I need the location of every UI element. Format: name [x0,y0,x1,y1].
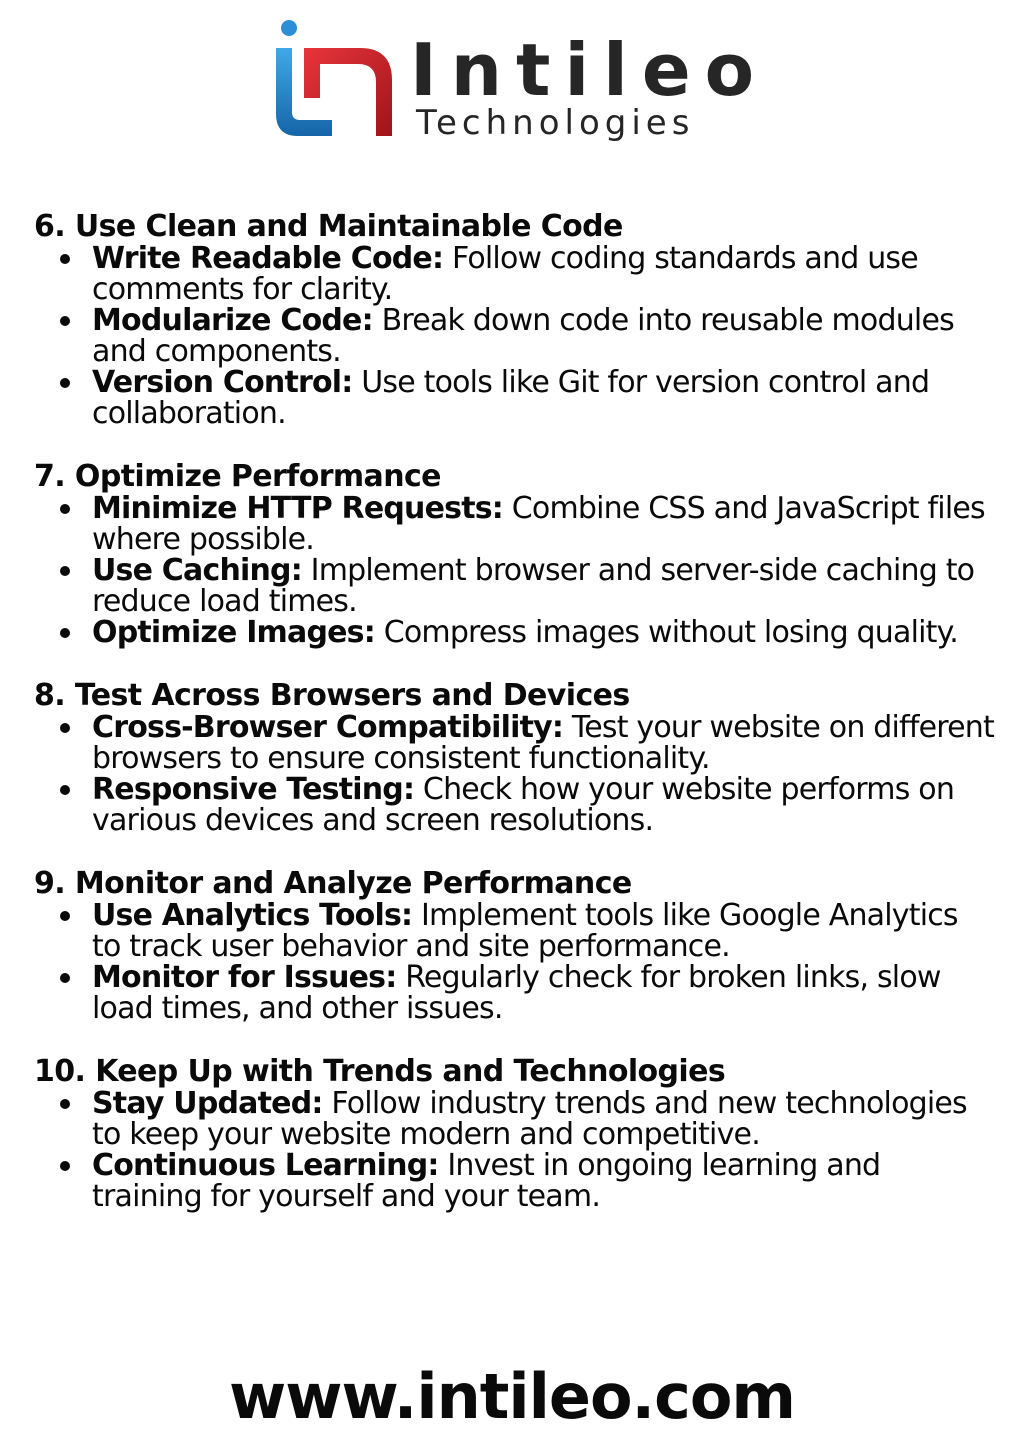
bullet-list [34,493,994,648]
list-item [34,367,994,429]
section-title: 8. Test Across Browsers and Devices [34,678,630,713]
bullet-icon [60,504,70,514]
list-item [34,962,994,1024]
section [34,210,994,429]
section [34,1055,994,1212]
item-lead: Modularize Code: [92,303,373,338]
website-url[interactable]: www.intileo.com [228,1360,796,1433]
item-lead: Write Readable Code: [92,241,444,276]
list-item [34,555,994,617]
item-text: Follow coding standards and use comments for clarity. [92,241,918,307]
bullet-list [34,900,994,1024]
bullet-icon [60,316,70,326]
item-text: Break down code into reusable modules and components. [92,303,954,369]
section-title: 10. Keep Up with Trends and Technologies [34,1054,726,1089]
item-text: Regularly check for broken links, slow load times, and other issues. [92,960,941,1026]
bullet-icon [60,911,70,921]
section-title: 6. Use Clean and Maintainable Code [34,209,623,244]
list-item [34,1150,994,1212]
list-item [34,493,994,555]
list-item [34,617,994,648]
bullet-icon [60,723,70,733]
item-lead: Responsive Testing: [92,772,415,807]
bullet-icon [60,973,70,983]
brand-logo [270,18,770,148]
list-item [34,900,994,962]
list-item [34,305,994,367]
bullet-icon [60,254,70,264]
brand-name: Intileo [410,28,769,112]
list-item [34,712,994,774]
bullet-list [34,1088,994,1212]
section-title: 7. Optimize Performance [34,459,441,494]
item-lead: Cross-Browser Compatibility: [92,710,564,745]
item-text: Implement tools like Google Analytics to track user behavior and site performance. [92,898,958,964]
bullet-icon [60,378,70,388]
content [34,210,994,1243]
item-text: Use tools like Git for version control and collaboration. [92,365,930,431]
bullet-icon [60,566,70,576]
item-lead: Monitor for Issues: [92,960,397,995]
item-lead: Use Analytics Tools: [92,898,413,933]
item-text: Check how your website performs on various devices and screen resolutions. [92,772,955,838]
section-title: 9. Monitor and Analyze Performance [34,866,632,901]
item-lead: Minimize HTTP Requests: [92,491,504,526]
item-text: Combine CSS and JavaScript files where possible. [92,491,985,557]
brand-subtitle: Technologies [416,103,695,143]
item-lead: Version Control: [92,365,353,400]
list-item [34,1088,994,1150]
bullet-icon [60,785,70,795]
list-item [34,243,994,305]
section [34,679,994,836]
list-item [34,774,994,836]
item-lead: Optimize Images: [92,615,375,650]
item-text: Implement browser and server-side caching to reduce load times. [92,553,975,619]
bullet-icon [60,628,70,638]
bullet-icon [60,1161,70,1171]
item-text: Invest in ongoing learning and training for yourself and your team. [92,1148,881,1214]
bullet-list [34,243,994,429]
item-text: Compress images without losing quality. [383,615,959,650]
bullet-list [34,712,994,836]
item-lead: Continuous Learning: [92,1148,439,1183]
item-text: Test your website on different browsers to ensure consistent functionality. [92,710,994,776]
bullet-icon [60,1099,70,1109]
intileo-logo-mark-icon [270,18,410,148]
section [34,867,994,1024]
section [34,460,994,648]
item-lead: Stay Updated: [92,1086,323,1121]
item-lead: Use Caching: [92,553,302,588]
item-text: Follow industry trends and new technologies to keep your website modern and competitive. [92,1086,967,1152]
